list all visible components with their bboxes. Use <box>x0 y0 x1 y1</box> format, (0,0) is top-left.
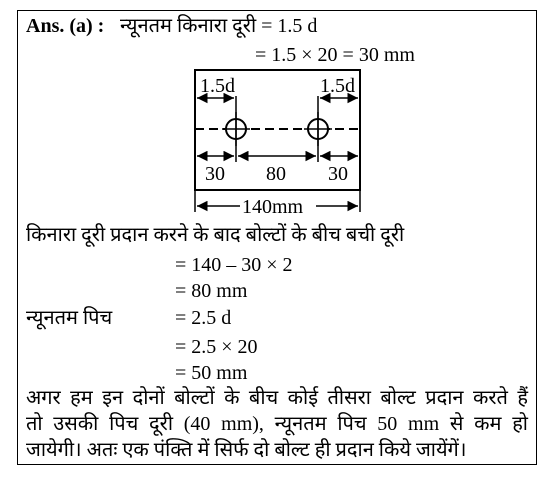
dim-mid-label: 80 <box>266 163 286 185</box>
dim-left-label: 30 <box>205 163 225 185</box>
remaining-calc-1: = 140 – 30 × 2 <box>175 254 293 276</box>
dim-right-label: 30 <box>328 163 348 185</box>
pitch-calc-3: = 50 mm <box>175 362 248 384</box>
label-left-top: 1.5d <box>200 75 235 97</box>
min-edge-calculation: = 1.5 × 20 = 30 mm <box>255 44 415 66</box>
remaining-calc-2: = 80 mm <box>175 280 248 302</box>
conclusion-line-1: अगर हम इन दोनों बोल्टों के बीच कोई तीसरा बोल्ट प्रदान करते हैं <box>26 387 528 409</box>
pitch-calc-2: = 2.5 × 20 <box>175 336 258 358</box>
conclusion-line-3: जायेगी। अतः एक पंक्ति में सिर्फ दो बोल्ट ही प्रदान किये जायेंगें। <box>26 439 467 461</box>
answer-label: Ans. (a) : <box>26 15 105 37</box>
min-edge-distance-text: न्यूनतम किनारा दूरी = 1.5 d <box>120 15 318 37</box>
dim-total-label: 140mm <box>242 196 304 218</box>
pitch-calc-1: = 2.5 d <box>175 307 232 329</box>
label-right-top: 1.5d <box>320 75 355 97</box>
remaining-distance-heading: किनारा दूरी प्रदान करने के बाद बोल्टों के बीच बची दूरी <box>26 224 405 246</box>
conclusion-line-2: तो उसकी पिच दूरी (40 mm), न्यूनतम पिच 50 mm से कम हो <box>26 413 528 435</box>
min-pitch-label: न्यूनतम पिच <box>26 307 113 329</box>
